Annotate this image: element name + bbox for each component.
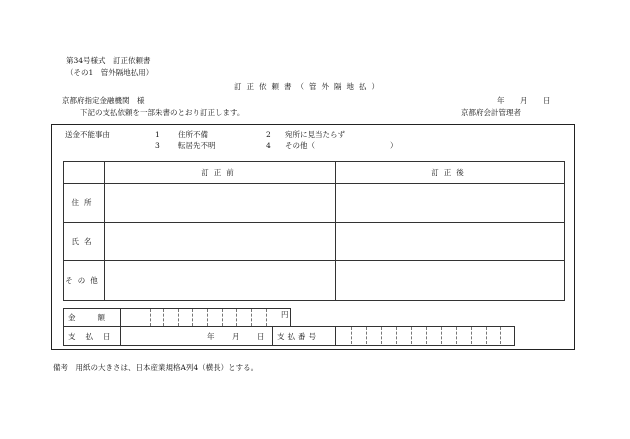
date-year: 年 bbox=[497, 96, 505, 105]
header-before: 訂正前 bbox=[201, 168, 239, 177]
amount-digit-divider bbox=[222, 309, 223, 326]
payment-bottom-line bbox=[63, 345, 515, 346]
reason-num-4: 4 bbox=[266, 141, 271, 150]
payment-digit-divider bbox=[426, 327, 427, 344]
amount-digit-divider bbox=[266, 309, 267, 326]
reason-num-1: 1 bbox=[155, 130, 160, 139]
table-bottom-line bbox=[63, 300, 565, 301]
payment-digit-divider bbox=[411, 327, 412, 344]
payment-digit-divider bbox=[441, 327, 442, 344]
addressee: 京都府指定金融機関 様 bbox=[62, 96, 145, 105]
amount-right-line bbox=[290, 308, 291, 327]
payment-left-line bbox=[63, 326, 64, 346]
table-row-line-2 bbox=[63, 260, 565, 261]
payment-day: 日 bbox=[257, 332, 265, 341]
header-after: 訂正後 bbox=[431, 168, 469, 177]
payment-digit-divider bbox=[351, 327, 352, 344]
reason-text-4: その他（ ） bbox=[285, 141, 398, 150]
payment-digit-divider bbox=[396, 327, 397, 344]
payment-right-line bbox=[514, 326, 515, 346]
payment-digit-divider bbox=[381, 327, 382, 344]
sender: 京都府会計管理者 bbox=[461, 108, 521, 117]
table-row-line-1 bbox=[63, 222, 565, 223]
row-label-name: 氏名 bbox=[71, 237, 97, 246]
reason-label: 送金不能事由 bbox=[65, 130, 110, 139]
statement: 下記の支払依頼を一部朱書のとおり訂正します。 bbox=[80, 108, 245, 117]
row-label-other: その他 bbox=[65, 276, 103, 285]
amount-left-line bbox=[63, 308, 64, 327]
amount-digit-divider bbox=[251, 309, 252, 326]
payment-digit-divider bbox=[366, 327, 367, 344]
amount-label: 金額 bbox=[68, 313, 127, 322]
table-mid-divider bbox=[335, 161, 336, 301]
table-label-divider bbox=[104, 161, 105, 301]
amount-digit-divider bbox=[150, 309, 151, 326]
amount-top-line bbox=[63, 308, 291, 309]
payment-date-divider bbox=[272, 326, 273, 346]
payment-digit-divider bbox=[456, 327, 457, 344]
table-top-line bbox=[63, 161, 565, 162]
form-number: 第34号様式 訂正依頼書 bbox=[66, 56, 151, 65]
payment-digit-divider bbox=[471, 327, 472, 344]
amount-digit-divider bbox=[236, 309, 237, 326]
form-subtitle: （その1 管外隔地払用） bbox=[66, 68, 154, 77]
reason-text-1: 住所不備 bbox=[178, 130, 208, 139]
amount-unit: 円 bbox=[281, 310, 289, 319]
document-title: 訂正依頼書（管外隔地払） bbox=[234, 82, 384, 91]
payment-number-divider bbox=[335, 326, 336, 346]
payment-month: 月 bbox=[232, 332, 240, 341]
table-right-line bbox=[564, 161, 565, 301]
payment-top-line bbox=[63, 326, 515, 327]
row-label-address: 住所 bbox=[71, 198, 97, 207]
amount-digit-divider bbox=[207, 309, 208, 326]
note: 備考 用紙の大きさは、日本産業規格A列4（横長）とする。 bbox=[53, 363, 259, 372]
reason-text-3: 転居先不明 bbox=[178, 141, 216, 150]
reason-text-2: 宛所に見当たらず bbox=[285, 130, 345, 139]
amount-digit-divider bbox=[163, 309, 164, 326]
payment-number-label: 支払番号 bbox=[277, 332, 319, 341]
payment-digit-divider bbox=[486, 327, 487, 344]
table-header-line bbox=[63, 183, 565, 184]
amount-digit-divider bbox=[192, 309, 193, 326]
amount-digit-divider bbox=[178, 309, 179, 326]
payment-digit-divider bbox=[500, 327, 501, 344]
date-day: 日 bbox=[543, 96, 551, 105]
form-frame bbox=[51, 124, 575, 350]
payment-date-label: 支払日 bbox=[68, 332, 121, 341]
reason-num-2: 2 bbox=[266, 130, 271, 139]
date-month: 月 bbox=[520, 96, 528, 105]
reason-num-3: 3 bbox=[155, 141, 160, 150]
payment-year: 年 bbox=[207, 332, 215, 341]
